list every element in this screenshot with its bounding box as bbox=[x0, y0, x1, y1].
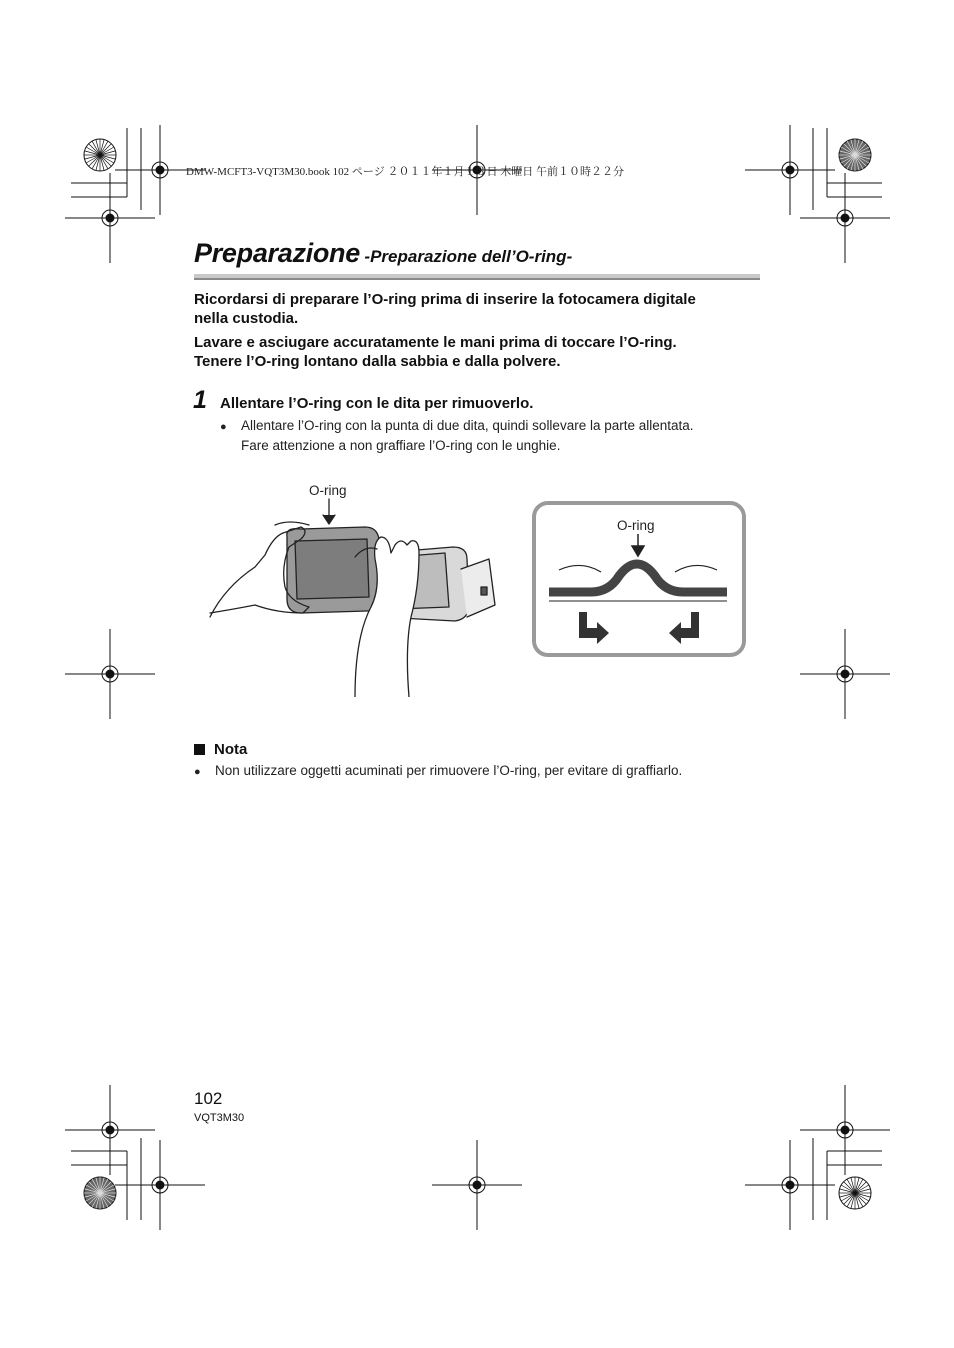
step-detail-line: Fare attenzione a non graffiare l’O-ring con le unghie. bbox=[241, 438, 561, 453]
registration-sunburst bbox=[84, 139, 116, 171]
title-subtitle: -Preparazione dell’O-ring- bbox=[364, 247, 573, 266]
registration-sunburst bbox=[839, 139, 871, 171]
step-detail-line: Allentare l’O-ring con la punta di due dita, quindi sollevare la parte allentata. bbox=[241, 418, 694, 433]
page-title bbox=[194, 238, 572, 269]
step-instruction: Allentare l’O-ring con le dita per rimuoverlo. bbox=[220, 395, 534, 412]
nota-heading-text: Nota bbox=[214, 741, 248, 758]
crosshair-mark bbox=[745, 1140, 835, 1230]
intro-paragraph-1 bbox=[194, 290, 769, 328]
crosshair-mark bbox=[65, 629, 155, 719]
crosshair-mark bbox=[115, 1140, 205, 1230]
figure-left-label: O-ring bbox=[309, 483, 347, 498]
crosshair-mark bbox=[745, 125, 835, 215]
figure-right-label: O-ring bbox=[617, 518, 655, 533]
nota-bullet bbox=[194, 761, 201, 782]
step-detail-bullet bbox=[220, 416, 227, 437]
header-file-info: DMW-MCFT3-VQT3M30.book 102 ページ ２０１１年１月１３日 木曜日 午前１０時２２分 bbox=[186, 166, 624, 178]
registration-sunburst bbox=[839, 1177, 871, 1209]
intro-line: nella custodia. bbox=[194, 310, 299, 327]
step-detail bbox=[241, 416, 694, 456]
intro-line: Ricordarsi di preparare l’O-ring prima di inserire la fotocamera digitale bbox=[194, 291, 696, 308]
intro-line: Tenere l’O-ring lontano dalla sabbia e dalla polvere. bbox=[194, 353, 561, 370]
nota-text: Non utilizzare oggetti acuminati per rimuovere l’O-ring, per evitare di graffiarlo. bbox=[215, 763, 683, 778]
registration-sunburst bbox=[84, 1177, 116, 1209]
nota-heading bbox=[194, 741, 247, 758]
bullet-icon: ● bbox=[194, 766, 201, 778]
title-divider bbox=[194, 274, 760, 280]
crosshair-mark bbox=[432, 1140, 522, 1230]
square-bullet-icon bbox=[194, 744, 205, 755]
intro-paragraph-2 bbox=[194, 333, 769, 371]
page-number: 102 bbox=[194, 1089, 223, 1108]
title-main: Preparazione bbox=[194, 238, 360, 268]
model-code: VQT3M30 bbox=[194, 1112, 245, 1124]
intro-line: Lavare e asciugare accuratamente le mani prima di toccare l’O-ring. bbox=[194, 334, 677, 351]
bullet-icon: ● bbox=[220, 421, 227, 433]
hands-removing-oring-illustration bbox=[205, 497, 505, 697]
crosshair-mark bbox=[800, 629, 890, 719]
step-number: 1 bbox=[193, 386, 207, 414]
